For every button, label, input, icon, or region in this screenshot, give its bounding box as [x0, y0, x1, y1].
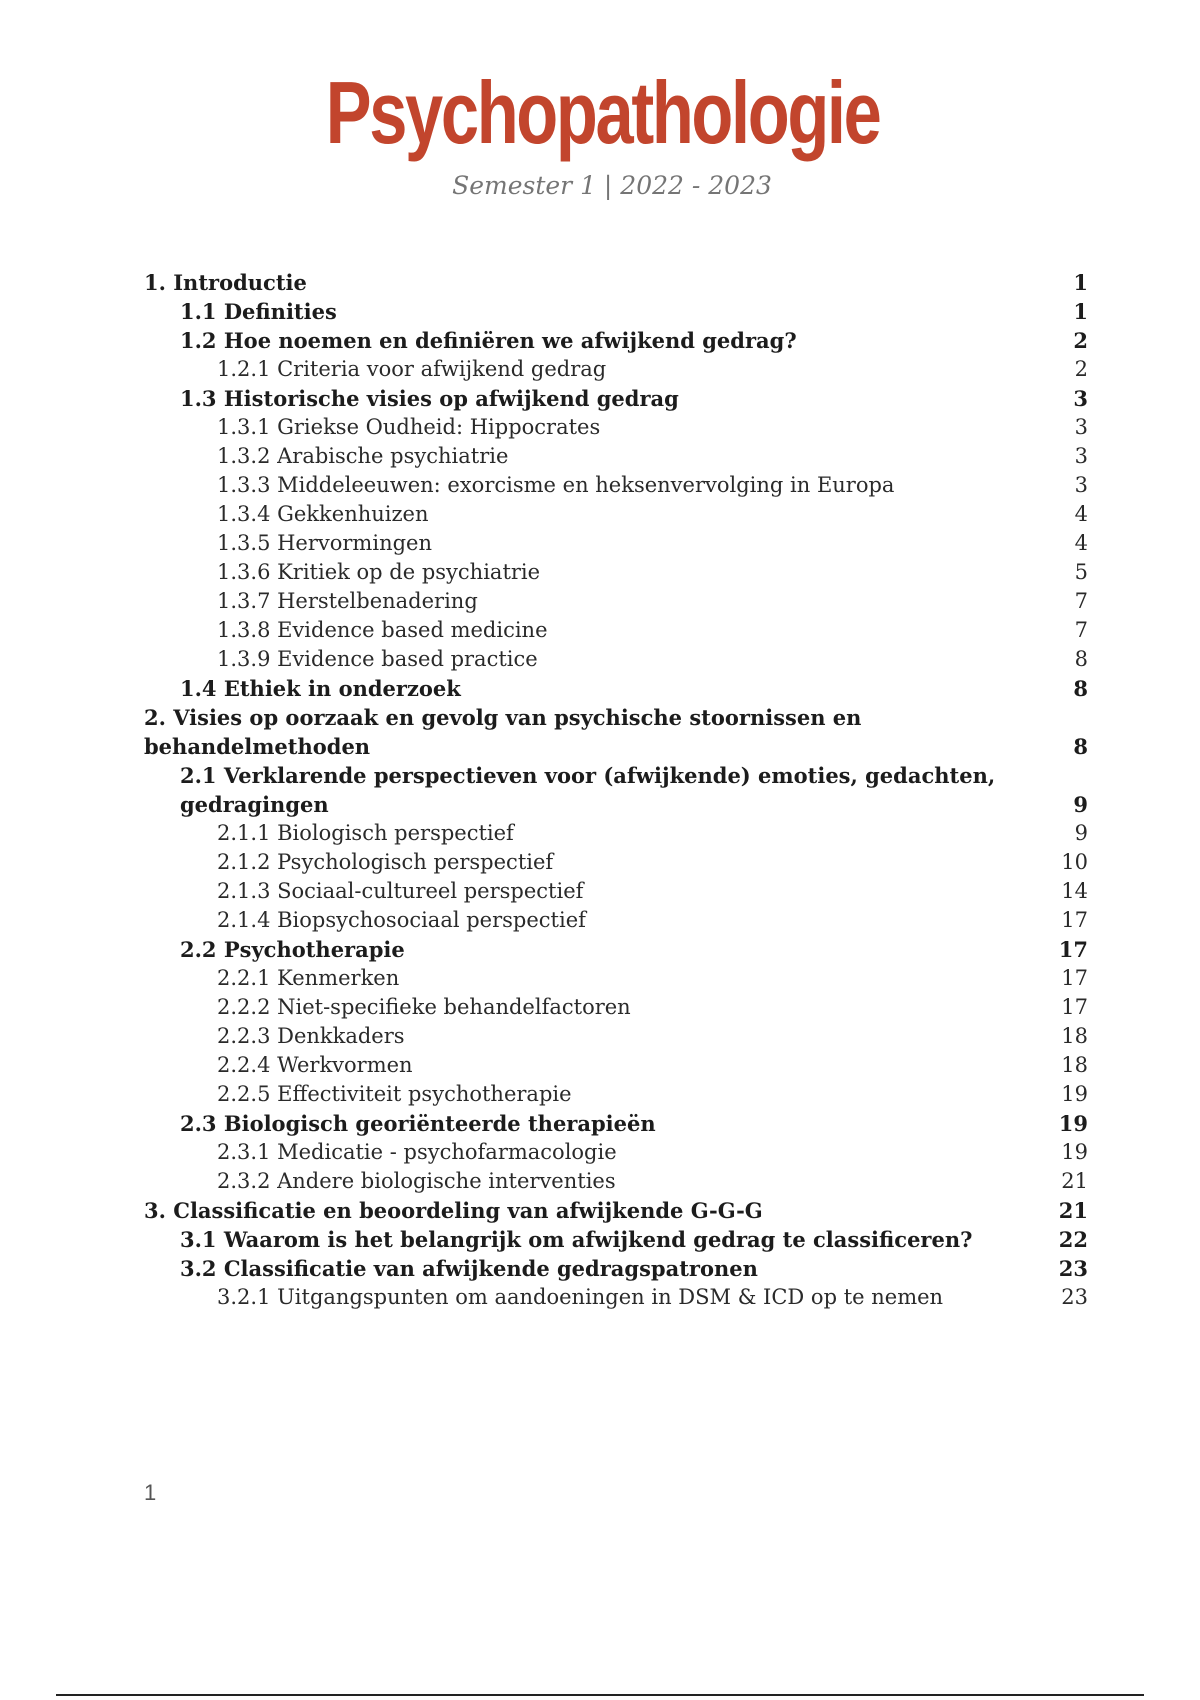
toc-entry-page-number: 7 [1074, 589, 1088, 613]
toc-entry-page-number: 1 [1073, 299, 1088, 324]
toc-entry-label: 2.3.1 Medicatie - psychofarmacologie [217, 1140, 617, 1164]
toc-entry-page-number: 18 [1061, 1024, 1088, 1048]
toc-entry[interactable] [144, 1022, 1088, 1051]
toc-entry-label: 2.2.4 Werkvormen [217, 1053, 413, 1077]
toc-entry-page-number: 17 [1061, 995, 1088, 1019]
toc-entry-page-number: 2 [1073, 328, 1088, 353]
toc-entry[interactable] [144, 964, 1088, 993]
toc-entry[interactable] [144, 848, 1088, 877]
toc-entry-page-number: 18 [1061, 1053, 1088, 1077]
toc-entry-page-number: 3 [1073, 386, 1088, 411]
toc-entry-label: 1.3 Historische visies op afwijkend gedrag [180, 386, 679, 411]
toc-entry[interactable] [144, 529, 1088, 558]
toc-entry[interactable] [144, 1109, 1088, 1138]
toc-entry-label: 1.3.6 Kritiek op de psychiatrie [217, 560, 541, 584]
toc-entry[interactable] [144, 384, 1088, 413]
toc-entry-label: 1.3.8 Evidence based medicine [217, 618, 548, 642]
toc-entry-label: 1. Introductie [144, 270, 307, 295]
toc-entry-page-number: 23 [1058, 1256, 1088, 1281]
toc-entry-page-number: 3 [1074, 473, 1088, 497]
toc-entry[interactable] [144, 471, 1088, 500]
toc-entry-label: 1.3.2 Arabische psychiatrie [217, 444, 509, 468]
toc-entry-label: 1.3.5 Hervormingen [217, 531, 432, 555]
toc-entry-label: 1.4 Ethiek in onderzoek [180, 676, 461, 701]
toc-entry-page-number: 3 [1074, 415, 1088, 439]
toc-entry[interactable] [144, 326, 1088, 355]
toc-entry-label: 2.3.2 Andere biologische interventies [217, 1169, 616, 1193]
toc-entry-page-number: 4 [1074, 531, 1088, 555]
toc-entry[interactable] [144, 355, 1088, 384]
page-bottom-divider [56, 1694, 1144, 1696]
toc-entry-label: 2. Visies op oorzaak en gevolg van psychische stoornissen en behandelmethoden [144, 705, 862, 759]
toc-entry-page-number: 2 [1074, 357, 1088, 381]
toc-entry-page-number: 14 [1061, 879, 1088, 903]
toc-entry-label: 2.1.2 Psychologisch perspectief [217, 850, 554, 874]
toc-entry-label: 3. Classificatie en beoordeling van afwijkende G-G-G [144, 1198, 763, 1223]
toc-entry-label: 2.2 Psychotherapie [180, 937, 405, 962]
toc-entry-page-number: 22 [1058, 1227, 1088, 1252]
toc-entry-label: 3.2 Classificatie van afwijkende gedragspatronen [180, 1256, 758, 1281]
toc-entry-label: 3.1 Waarom is het belangrijk om afwijkend gedrag te classificeren? [180, 1227, 973, 1252]
toc-entry[interactable] [144, 442, 1088, 471]
toc-entry-page-number: 10 [1061, 850, 1088, 874]
page-number: 1 [144, 1480, 157, 1505]
toc-entry-page-number: 17 [1061, 966, 1088, 990]
toc-entry[interactable] [144, 297, 1088, 326]
toc-entry-label: 2.3 Biologisch georiënteerde therapieën [180, 1111, 656, 1136]
document-title: Psychopathologie [325, 63, 880, 162]
toc-entry-label: 1.3.4 Gekkenhuizen [217, 502, 429, 526]
toc-entry[interactable] [144, 500, 1088, 529]
toc-entry-label: 1.3.1 Griekse Oudheid: Hippocrates [217, 415, 601, 439]
toc-entry-page-number: 8 [1073, 676, 1088, 701]
toc-entry[interactable] [144, 1080, 1088, 1109]
toc-entry[interactable] [144, 1051, 1088, 1080]
toc-entry-label: 2.2.3 Denkkaders [217, 1024, 405, 1048]
toc-entry-label: 1.2.1 Criteria voor afwijkend gedrag [217, 357, 607, 381]
toc-entry[interactable] [144, 268, 1088, 297]
toc-entry-page-number: 21 [1058, 1198, 1088, 1223]
toc-entry-page-number: 8 [1073, 734, 1088, 759]
toc-entry-label: 1.3.7 Herstelbenadering [217, 589, 478, 613]
document-subtitle: Semester 1 | 2022 - 2023 [452, 171, 772, 200]
toc-entry[interactable] [144, 645, 1088, 674]
toc-entry-label: 2.2.1 Kenmerken [217, 966, 400, 990]
toc-entry[interactable] [144, 587, 1088, 616]
toc-entry[interactable] [144, 616, 1088, 645]
toc-entry-label: 1.3.9 Evidence based practice [217, 647, 538, 671]
toc-entry-page-number: 5 [1074, 560, 1088, 584]
toc-entry-label: 1.2 Hoe noemen en definiëren we afwijkend gedrag? [180, 328, 797, 353]
toc-entry[interactable] [144, 993, 1088, 1022]
toc-entry-label: 2.2.5 Effectiviteit psychotherapie [217, 1082, 572, 1106]
toc-entry-page-number: 7 [1074, 618, 1088, 642]
toc-entry-page-number: 9 [1074, 821, 1088, 845]
toc-entry[interactable] [144, 1138, 1088, 1167]
toc-entry[interactable] [144, 413, 1088, 442]
toc-entry[interactable] [144, 819, 1088, 848]
toc-entry-label: 2.1.4 Biopsychosociaal perspectief [217, 908, 586, 932]
toc-entry-page-number: 19 [1061, 1140, 1088, 1164]
toc-entry-page-number: 4 [1074, 502, 1088, 526]
toc-entry-label: 1.3.3 Middeleeuwen: exorcisme en heksenvervolging in Europa [217, 473, 895, 497]
toc-entry[interactable] [144, 761, 1088, 819]
toc-entry[interactable] [144, 674, 1088, 703]
toc-entry[interactable] [144, 1283, 1088, 1312]
toc-entry-page-number: 17 [1061, 908, 1088, 932]
toc-entry-page-number: 21 [1061, 1169, 1088, 1193]
toc-entry-page-number: 17 [1058, 937, 1088, 962]
toc-entry[interactable] [144, 1167, 1088, 1196]
toc-entry[interactable] [144, 906, 1088, 935]
toc-entry[interactable] [144, 935, 1088, 964]
toc-entry-label: 2.1.1 Biologisch perspectief [217, 821, 514, 845]
toc-entry[interactable] [144, 1196, 1088, 1225]
toc-entry-label: 2.2.2 Niet-specifieke behandelfactoren [217, 995, 631, 1019]
toc-entry[interactable] [144, 558, 1088, 587]
table-of-contents [144, 268, 1088, 1312]
toc-entry-label: 2.1.3 Sociaal-cultureel perspectief [217, 879, 584, 903]
toc-entry[interactable] [144, 1254, 1088, 1283]
toc-entry-page-number: 9 [1073, 792, 1088, 817]
toc-entry-page-number: 1 [1073, 270, 1088, 295]
toc-entry-page-number: 3 [1074, 444, 1088, 468]
toc-entry[interactable] [144, 703, 1088, 761]
toc-entry[interactable] [144, 877, 1088, 906]
toc-entry-label: 3.2.1 Uitgangspunten om aandoeningen in DSM & ICD op te nemen [217, 1285, 944, 1309]
toc-entry-page-number: 19 [1061, 1082, 1088, 1106]
toc-entry-page-number: 8 [1074, 647, 1088, 671]
toc-entry-page-number: 23 [1061, 1285, 1088, 1309]
toc-entry-label: 2.1 Verklarende perspectieven voor (afwijkende) emoties, gedachten, gedragingen [180, 763, 996, 817]
toc-entry[interactable] [144, 1225, 1088, 1254]
toc-entry-label: 1.1 Definities [180, 299, 337, 324]
toc-entry-page-number: 19 [1058, 1111, 1088, 1136]
